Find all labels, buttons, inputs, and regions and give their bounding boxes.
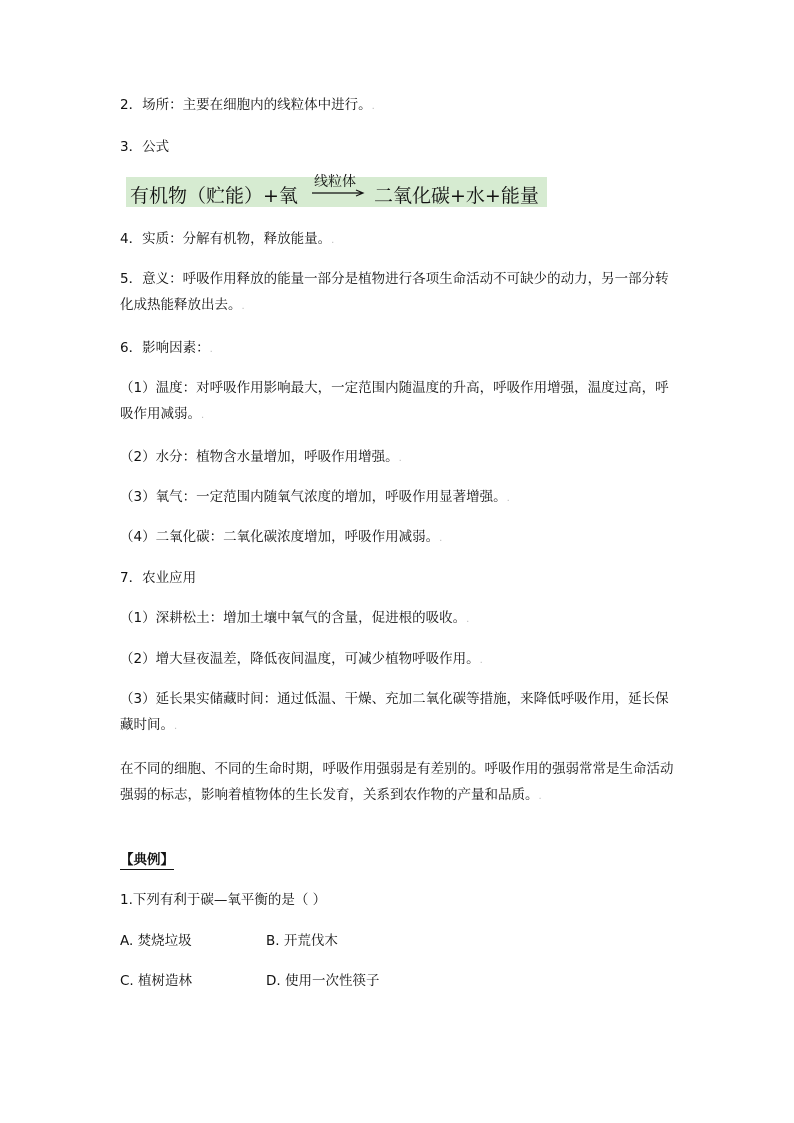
summary-paragraph: 在不同的细胞、不同的生命时期，呼吸作用强弱是有差别的。呼吸作用的强弱常常是生命活动强弱的标志，影响着植物体的生长发育，关系到农作物的产量和品质。. xyxy=(120,761,674,803)
meaning-paragraph: 5．意义：呼吸作用释放的能量一部分是植物进行各项生命活动不可缺少的动力，另一部分转化成热能释放出去。. xyxy=(120,271,669,313)
option-d: D. 使用一次性筷子 xyxy=(266,973,380,989)
application-loosening: （1）深耕松土：增加土壤中氧气的含量，促进根的吸收。. xyxy=(120,610,470,626)
respiration-formula xyxy=(126,174,547,207)
factor-water: （2）水分：植物含水量增加，呼吸作用增强。. xyxy=(120,449,402,465)
essence-line: 4．实质：分解有机物，释放能量。. xyxy=(120,231,335,247)
application-heading: 7．农业应用 xyxy=(120,570,197,586)
application-storage: （3）延长果实储藏时间：通过低温、干燥、充加二氧化碳等措施，来降低呼吸作用，延长保藏时间。. xyxy=(120,691,669,733)
reaction-arrow-icon xyxy=(312,189,366,197)
factor-temperature: （1）温度：对呼吸作用影响最大，一定范围内随温度的升高，呼吸作用增强，温度过高，呼吸作用减弱。. xyxy=(120,380,669,422)
factor-oxygen: （3）氧气：一定范围内随氧气浓度的增加，呼吸作用显著增强。. xyxy=(120,489,510,505)
formula-reactants: 有机物（贮能）+氧 xyxy=(130,185,298,207)
formula-products: 二氧化碳+水+能量 xyxy=(374,185,539,207)
option-c: C. 植树造林 xyxy=(120,973,193,989)
option-a: A. 焚烧垃圾 xyxy=(120,933,192,949)
formula-condition: 线粒体 xyxy=(314,174,356,190)
application-temperature-difference: （2）增大昼夜温差，降低夜间温度，可减少植物呼吸作用。. xyxy=(120,651,483,667)
example-tag: 【典例】 xyxy=(120,852,174,868)
site-line: 2．场所：主要在细胞内的线粒体中进行。. xyxy=(120,97,375,113)
example-question: 1.下列有利于碳—氧平衡的是（ ） xyxy=(120,892,327,908)
factors-heading: 6．影响因素：. xyxy=(120,340,213,356)
option-b: B. 开荒伐木 xyxy=(266,933,338,949)
factor-co2: （4）二氧化碳：二氧化碳浓度增加，呼吸作用减弱。. xyxy=(120,529,443,545)
formula-heading: 3．公式 xyxy=(120,139,170,155)
